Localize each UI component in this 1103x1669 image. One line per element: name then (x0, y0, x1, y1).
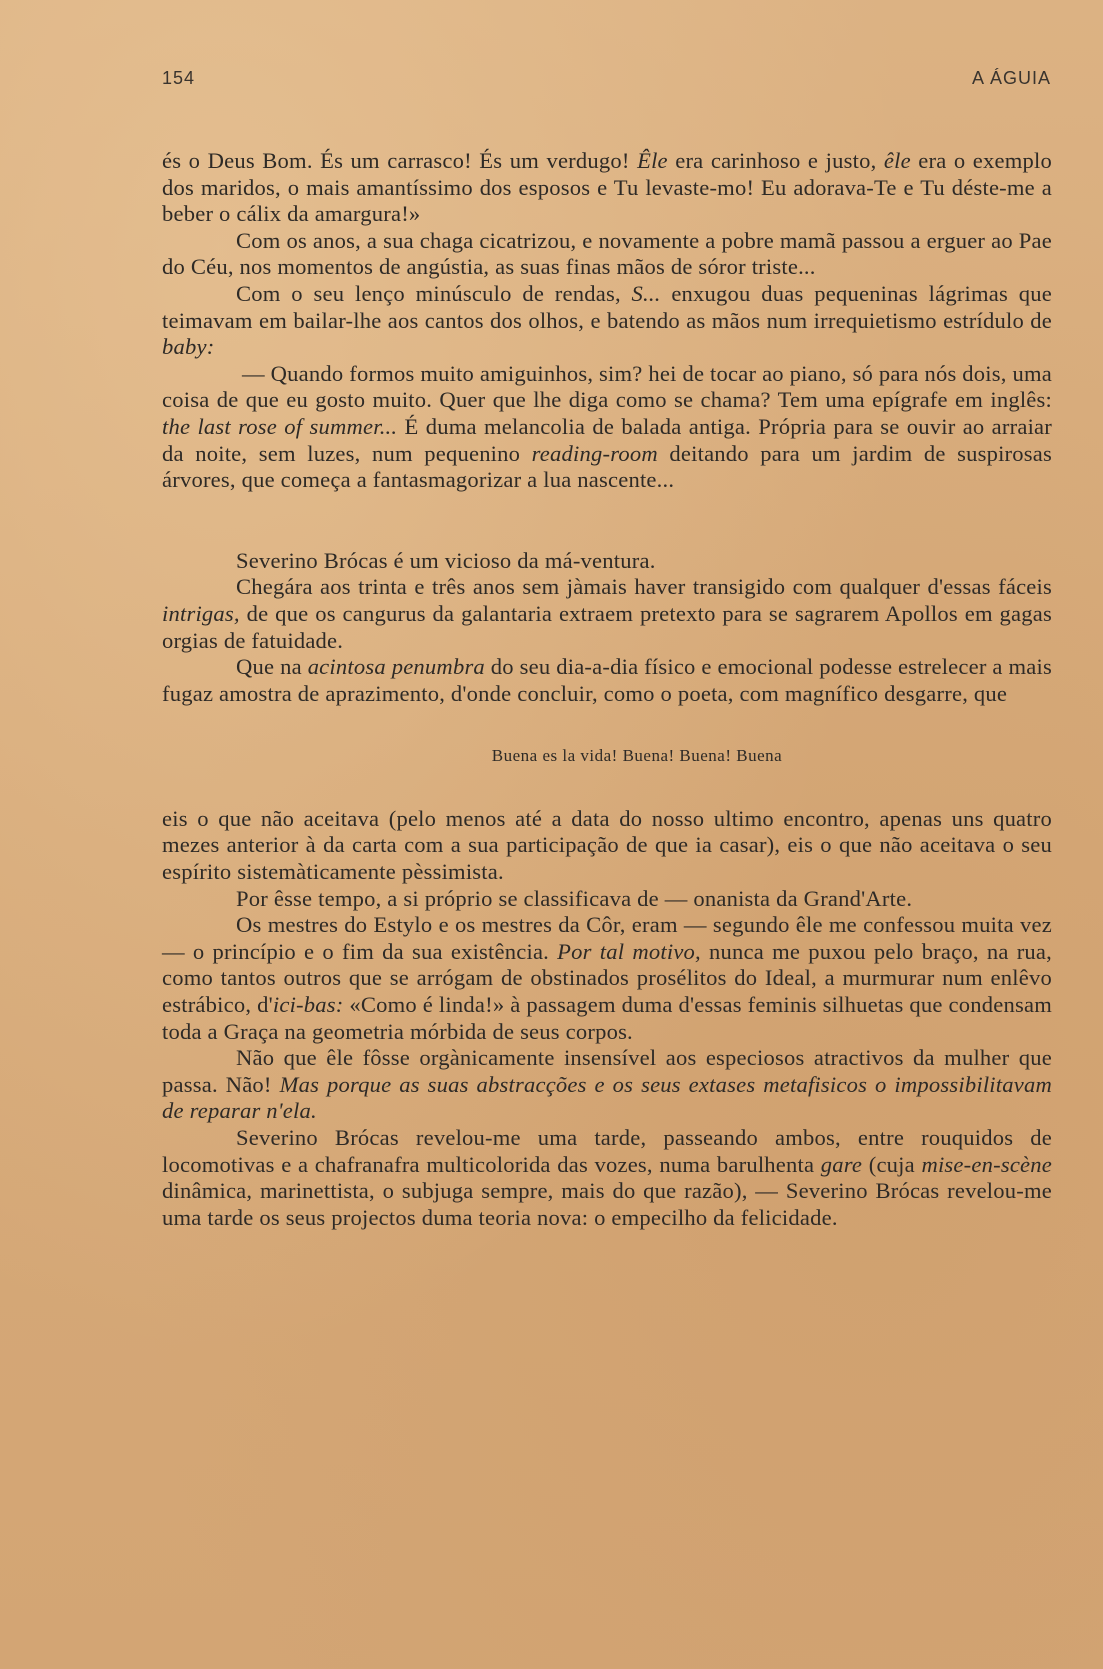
paragraph-severino-intro: Severino Brócas é um vicioso da má-ventura. (236, 547, 656, 573)
paragraph-dialogue: — Quando formos muito amiguinhos, sim? hei de tocar ao piano, só para nós dois, uma coisa de que eu gosto muito. Quer que lhe diga como se chama? Tem uma epígrafe em inglês: the last rose of summer... É duma melancolia de balada antiga. Própria para se ouvir ao arraiar da noite, sem luzes, num pequenino reading-room deitando para um jardim de suspirosas árvores, que começa a fantasmagorizar a lua nascente... (162, 360, 1052, 493)
page-body (162, 148, 1052, 1231)
page-number: 154 (162, 68, 196, 88)
paragraph-mama: Com os anos, a sua chaga cicatrizou, e novamente a pobre mamã passou a erguer ao Pae do Céu, nos momentos de angústia, as suas finas mãos de sóror triste... (162, 227, 1052, 280)
paragraph-lenco: Com o seu lenço minúsculo de rendas, S... enxugou duas pequeninas lágrimas que teimavam em bailar-lhe aos cantos dos olhos, e batendo as mãos num irrequietismo estrídulo de baby: (162, 280, 1052, 360)
verse-gap-bottom (162, 770, 1052, 806)
paragraph-nao-aceitava: eis o que não aceitava (pelo menos até a data do nosso ultimo encontro, apenas uns quatro mezes anterior à da carta com a sua participação de que ia casar), eis o que não aceitava o seu espírito sistemàticamente pèssimista. (162, 805, 1052, 885)
paragraph-chegara: Chegára aos trinta e três anos sem jàmais haver transigido com qualquer d'essas fáceis intrigas, de que os cangurus da galantaria extraem pretexto para se sagrarem Apollos em gagas orgias de fatuidade. (162, 574, 1052, 653)
verse-gap-top (162, 707, 1052, 743)
running-title: A ÁGUIA (971, 68, 1051, 88)
page-header (162, 68, 1051, 94)
section-gap (162, 494, 1052, 548)
paragraph-revelou: Severino Brócas revelou-me uma tarde, passeando ambos, entre rouquidos de locomotivas e a chafranafra multicolorida das vozes, numa barulhenta gare (cuja mise-en-scène dinâmica, marinettista, o subjuga sempre, mais do que razão), — Severino Brócas revelou-me uma tarde os seus projectos duma teoria nova: o empecilho da felicidade. (162, 1125, 1052, 1230)
paragraph-insensivel: Não que êle fôsse orgànicamente insensível aos especiosos atractivos da mulher que passa. Não! Mas porque as suas abstracções e os seus extases metafisicos o impossibilitavam de reparar n'ela. (162, 1045, 1052, 1124)
paragraph-mestres: Os mestres do Estylo e os mestres da Côr, eram — segundo êle me confessou muita vez — o princípio e o fim da sua existência. Por tal motivo, nunca me puxou pelo braço, na rua, como tantos outros que se arrógam de obstinados prosélitos do Ideal, a murmurar num enlêvo estrábico, d'ici-bas: «Como é linda!» à passagem duma d'essas feminis silhuetas que condensam toda a Graça na geometria mórbida de seus corpos. (162, 912, 1052, 1044)
paragraph-onanista: Por êsse tempo, a si próprio se classificava de — onanista da Grand'Arte. (236, 885, 913, 911)
paragraph-penumbra: Que na acintosa penumbra do seu dia-a-dia físico e emocional podesse estrelecer a mais fugaz amostra de aprazimento, d'onde concluir, como o poeta, com magnífico desgarre, que (162, 654, 1052, 706)
verse-quote: Buena es la vida! Buena! Buena! Buena (491, 746, 783, 766)
paragraph-continuation: és o Deus Bom. És um carrasco! És um verdugo! Êle era carinhoso e justo, êle era o exemplo dos maridos, o mais amantíssimo dos esposos e Tu levaste-mo! Eu adorava-Te e Tu déste-me a beber o cálix da amargura!» (162, 148, 1053, 227)
